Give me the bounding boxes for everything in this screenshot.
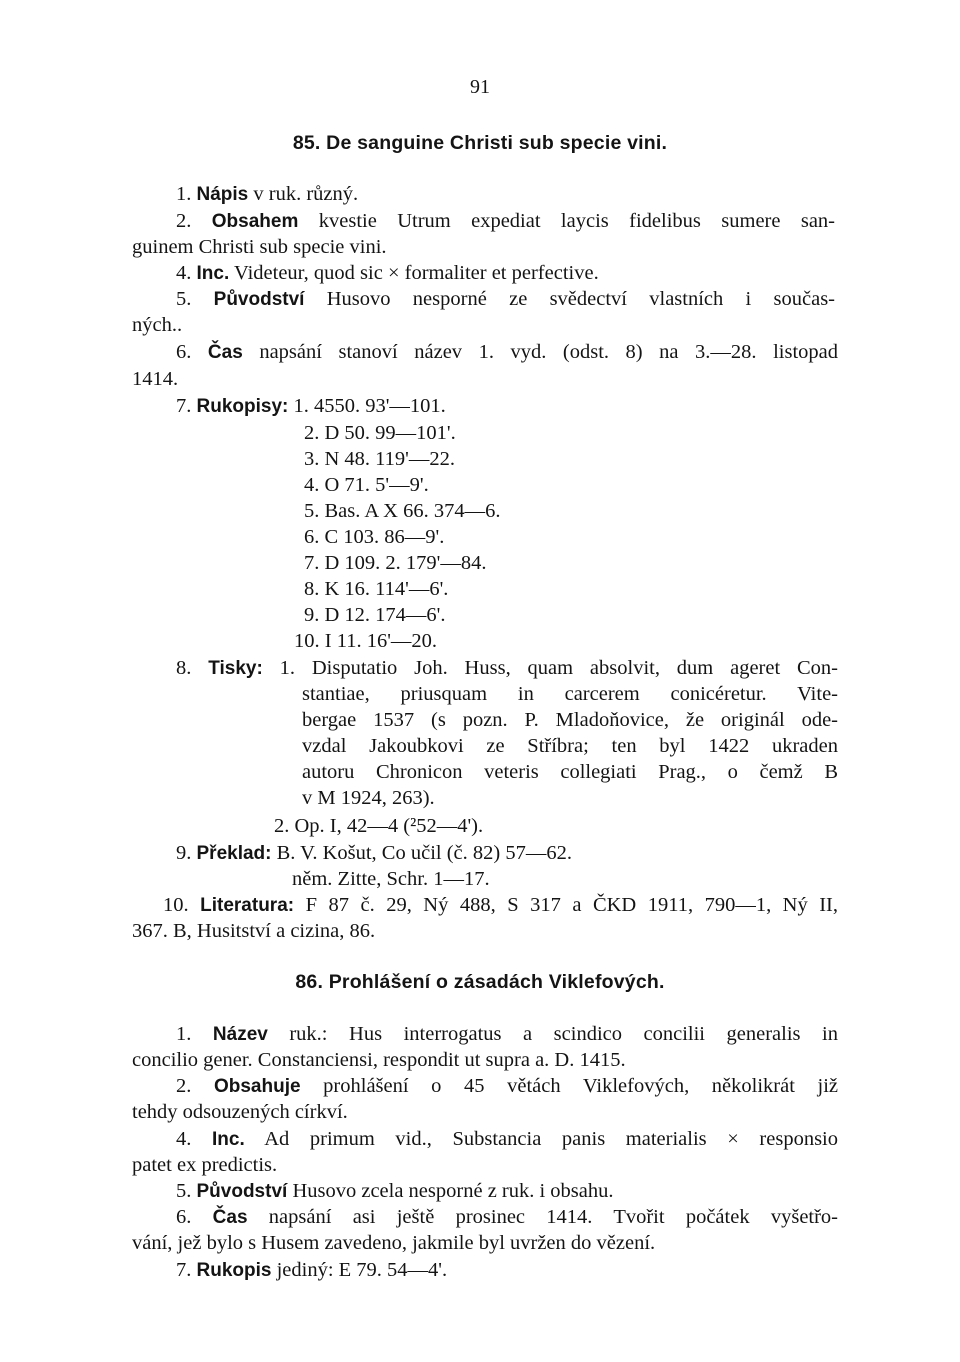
s85-line-20: stantiae, priusquam in carcerem conicéretur. Vite- <box>302 683 838 705</box>
item-text: Husovo zcela nesporné z ruk. i obsahu. <box>292 1180 614 1202</box>
item-number: 5. <box>176 1180 192 1202</box>
item-label: Nápis <box>196 184 249 205</box>
item-label: Původství <box>213 289 305 310</box>
item-label: Čas <box>207 342 243 363</box>
s85-line-2 <box>176 209 835 234</box>
manuscript-entry: 3. N 48. 119'—22. <box>304 448 455 470</box>
manuscript-entry: 10. I 11. 16'—20. <box>294 630 438 652</box>
item-label: Tisky: <box>208 658 263 679</box>
item-number: 4. <box>176 262 192 284</box>
s85-line-24: v M 1924, 263). <box>302 787 435 809</box>
s85-line-4 <box>176 261 599 286</box>
item-text: 1. 4550. 93'—101. <box>293 395 446 417</box>
s85-line-21: bergae 1537 (s pozn. P. Mladoňovice, že originál ode- <box>302 709 838 731</box>
item-text: Videteur, quod sic × formaliter et perfective. <box>234 262 599 284</box>
item-label: Obsahuje <box>213 1076 301 1097</box>
item-label: Literatura: <box>200 895 295 916</box>
s85-line-19 <box>176 656 838 681</box>
s86-line-1 <box>176 1022 838 1047</box>
s85-line-25: 2. Op. I, 42—4 (²52—4'). <box>274 815 484 837</box>
s85-line-5 <box>176 287 835 312</box>
s85-line-8: 1414. <box>132 368 179 390</box>
item-text: ruk.: Hus interrogatus a scindico concilii generalis in <box>289 1023 838 1045</box>
page-number: 91 <box>470 76 490 98</box>
s86-line-5 <box>176 1127 838 1152</box>
item-number: 1. <box>176 1023 192 1045</box>
manuscript-entry: 8. K 16. 114'—6'. <box>304 578 449 600</box>
item-number: 8. <box>176 657 192 679</box>
s85-line-22: vzdal Jakoubkovi ze Stříbra; ten byl 1422 ukraden <box>302 735 838 757</box>
item-text: Ad primum vid., Substancia panis materialis × responsio <box>264 1128 838 1150</box>
item-label: Název <box>212 1024 268 1045</box>
manuscript-entry: 2. D 50. 99—101'. <box>304 422 456 444</box>
item-number: 5. <box>176 288 192 310</box>
s85-line-9 <box>176 394 446 419</box>
item-text: kvestie Utrum expediat laycis fidelibus sumere san- <box>318 210 836 232</box>
item-text: B. V. Košut, Co učil (č. 82) 57—62. <box>276 842 572 864</box>
item-label: Původství <box>196 1181 288 1202</box>
item-text: Husovo nesporné ze svědectví vlastních i součas- <box>326 288 835 310</box>
item-label: Obsahem <box>211 211 299 232</box>
item-text: F 87 č. 29, Ný 488, S 317 a ČKD 1911, 790—1, Ný II, <box>305 894 839 916</box>
s85-line-7 <box>176 340 838 365</box>
s86-line-2: concilio gener. Constanciensi, respondit ut supra a. D. 1415. <box>132 1049 626 1071</box>
item-label: Překlad: <box>196 843 272 864</box>
s85-line-6: ných.. <box>132 314 183 336</box>
section-86-heading: 86. Prohlášení o zásadách Viklefových. <box>295 971 665 993</box>
section-85-heading: 85. De sanguine Christi sub specie vini. <box>292 132 668 154</box>
s85-line-23: autoru Chronicon veteris collegiati Prag., o čemž B <box>302 761 838 783</box>
s86-line-10 <box>176 1258 447 1283</box>
item-number: 9. <box>176 842 192 864</box>
item-number: 7. <box>176 395 192 417</box>
item-label: Inc. <box>212 1129 245 1150</box>
item-number: 10. <box>163 894 189 916</box>
item-label: Inc. <box>196 263 230 284</box>
manuscript-entry: 4. O 71. 5'—9'. <box>304 474 429 496</box>
manuscript-entry: 6. C 103. 86—9'. <box>304 526 445 548</box>
manuscript-entry: 5. Bas. A X 66. 374—6. <box>304 500 501 522</box>
s85-line-28 <box>163 893 838 918</box>
s85-line-26 <box>176 841 572 866</box>
s86-line-3 <box>176 1074 838 1099</box>
s85-line-3: guinem Christi sub specie vini. <box>132 236 387 258</box>
item-number: 6. <box>176 1206 192 1228</box>
item-text: prohlášení o 45 větách Viklefových, několikrát již <box>323 1075 839 1097</box>
item-number: 4. <box>176 1128 192 1150</box>
item-label: Rukopis <box>196 1260 272 1281</box>
s85-line-27: něm. Zitte, Schr. 1—17. <box>292 868 490 890</box>
s85-line-1 <box>176 182 358 207</box>
s85-line-29: 367. B, Husitství a cizina, 86. <box>132 920 376 942</box>
item-label: Rukopisy: <box>196 396 289 417</box>
item-text: 1. Disputatio Joh. Huss, quam absolvit, dum ageret Con- <box>279 657 839 679</box>
s86-line-8 <box>176 1205 838 1230</box>
s86-line-6: patet ex predictis. <box>132 1154 278 1176</box>
item-text: napsání stanoví název 1. vyd. (odst. 8) na 3.—28. listopad <box>259 341 839 363</box>
s86-line-7 <box>176 1179 614 1204</box>
s86-line-4: tehdy odsouzených církví. <box>132 1101 348 1123</box>
item-label: Čas <box>212 1207 248 1228</box>
item-text: napsání asi ještě prosinec 1414. Tvořit počátek vyšetřo- <box>268 1206 839 1228</box>
item-text: v ruk. různý. <box>253 183 359 205</box>
manuscript-entry: 9. D 12. 174—6'. <box>304 604 446 626</box>
s86-line-9: vání, jež bylo s Husem zavedeno, jakmile byl uvržen do vězení. <box>132 1232 656 1254</box>
item-text: jediný: E 79. 54—4'. <box>276 1259 448 1281</box>
item-number: 6. <box>176 341 192 363</box>
item-number: 1. <box>176 183 192 205</box>
manuscript-entry: 7. D 109. 2. 179'—84. <box>304 552 487 574</box>
item-number: 2. <box>176 1075 192 1097</box>
item-number: 7. <box>176 1259 192 1281</box>
item-number: 2. <box>176 210 192 232</box>
